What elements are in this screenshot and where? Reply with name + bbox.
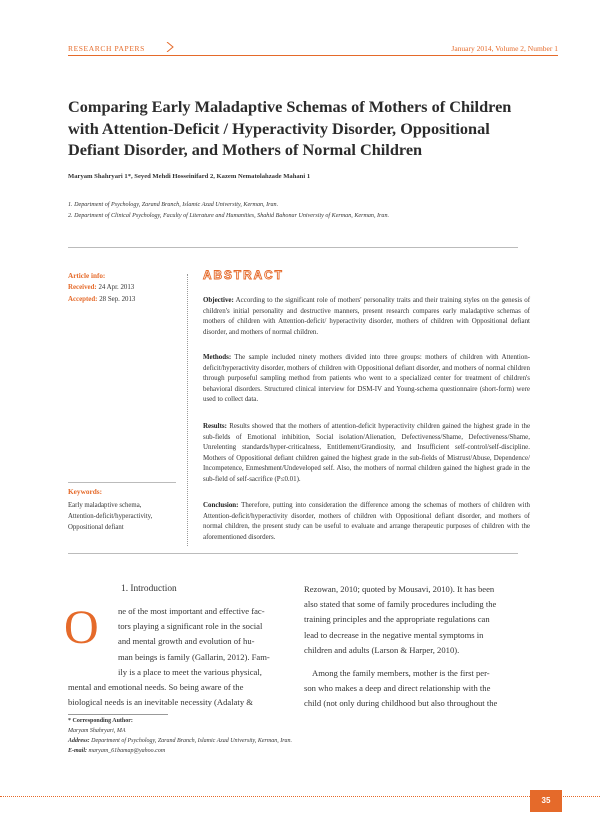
abstract-results: Results: Results showed that the mothers of attention-deficit hyperactivity children gained the highest grade in the sub-fields of Emotional inhibition, Social isolation/Alienation, Defectiveness/Shame, Defectiveness/Shame, Unrelenting standards/hyper-criticalness, Entitlement/Grandiosity, and Insufficient self-control/self-discipline. Mothers of Oppositional defiant children gained the highest grade in the sub-fields of Mistrust/Abuse, Dependence/ Incompetence, Enmeshment/Undeveloped self. Also, the mothers of normal children gained the highest grade in the sub-field of self-sacrifice (P≤0.01). <box>203 422 531 483</box>
article-info-heading: Article info: <box>68 272 106 280</box>
received-date: Received: 24 Apr. 2013 <box>68 284 135 291</box>
keyword-item: Attention-deficit/hyperactivity, <box>68 513 153 520</box>
keywords-heading: Keywords: <box>68 487 103 496</box>
abstract-heading: ABSTRACT <box>203 268 284 282</box>
intro-col1-bottom: ily is a place to meet the various physical, mental and emotional needs. So being aware of the biological needs is an inevitable necessity (Adalaty & <box>68 667 262 708</box>
corresponding-name: Maryam Shahryari, MA <box>68 728 126 734</box>
affiliation-2: 2. Department of Clinical Psychology, Faculty of Literature and Humanities, Shahid Bahonar University of Kerman, Kerman, Iran. <box>68 213 390 219</box>
corresponding-email: E-mail: maryam_61bamap@yahoo.com <box>68 748 166 754</box>
authors: Maryam Shahryari 1*, Seyed Mehdi Hosseinifard 2, Kazem Nematolahzade Mahani 1 <box>68 173 311 180</box>
header-rule <box>68 55 558 56</box>
keyword-item: Oppositional defiant <box>68 524 124 531</box>
footnote-rule <box>68 714 168 715</box>
abstract-objective: Objective: According to the significant role of mothers' personality traits and their training styles on the genesis of children's initial personality and destructive manners, present research compares early maladaptive schemas of mothers of children with Attention-deficit/ hyperactivity disorder, mothers of children with Oppositional defiant disorder, and mothers of normal children. <box>203 296 531 336</box>
abstract-methods: Methods: The sample included ninety mothers divided into three groups: mothers of children with Attention-deficit/hyperactivity disorder, mothers of children with Oppositional defiant disorder, and mothers of normal children through purposeful sampling method from patients who went to a specialized center for treatment of children's behavioral disorders. Structured clinical interview for DSM-IV and Young-schema questionnaire (short-form) were used to collect data. <box>203 353 531 404</box>
intro-col2: Rezowan, 2010; quoted by Mousavi, 2010). It has been also stated that some of family procedures including the training principles and the appropriate regulations can lead to decrease in the negative mental symptoms in children and adults (Larson & Harper, 2010). Among the family members, mother is the first per- son who makes a deep and direct relationship with the child (not only during childhood but also throughout the <box>304 584 498 709</box>
section-heading: 1. Introduction <box>121 584 177 594</box>
accepted-date: Accepted: 28 Sep. 2013 <box>68 296 136 303</box>
page-number: 35 <box>530 790 562 812</box>
article-title: Comparing Early Maladaptive Schemas of Mothers of Children with Attention-Deficit / Hyperactivity Disorder, Oppositional Defiant Disorder, and Mothers of Normal Children <box>68 97 512 159</box>
issue-label: January 2014, Volume 2, Number 1 <box>451 44 558 53</box>
intro-col1-top: ne of the most important and effective fac- tors playing a significant role in the social and mental growth and evolution of hu- man beings is family (Gallarin, 2012). Fam- <box>118 606 270 662</box>
keyword-item: Early maladaptive schema, <box>68 502 142 509</box>
section-label: RESEARCH PAPERS <box>68 44 145 53</box>
title-rule <box>68 247 518 248</box>
corresponding-label: * Corresponding Author: <box>68 718 133 724</box>
corresponding-address: Address: Department of Psychology, Zarand Branch, Islamic Azad University, Kerman, Iran. <box>68 738 293 744</box>
chevron-icon <box>166 42 175 52</box>
affiliation-1: 1. Department of Psychology, Zarand Branch, Islamic Azad University, Kerman, Iran. <box>68 202 279 208</box>
footer-rule <box>0 796 600 797</box>
abstract-rule <box>68 553 518 554</box>
drop-cap: O <box>64 601 99 654</box>
keywords-rule <box>68 482 176 483</box>
abstract-conclusion: Conclusion: Therefore, putting into consideration the difference among the schemas of mothers of children with Attention-deficit/hyperactivity disorder, mothers of children with Oppositional defiant disorder, and mothers of normal children, the present study can be useful to evaluate and arrange therapeutic purposes of children with the aforementioned disorders. <box>203 501 531 541</box>
column-divider <box>187 274 188 546</box>
